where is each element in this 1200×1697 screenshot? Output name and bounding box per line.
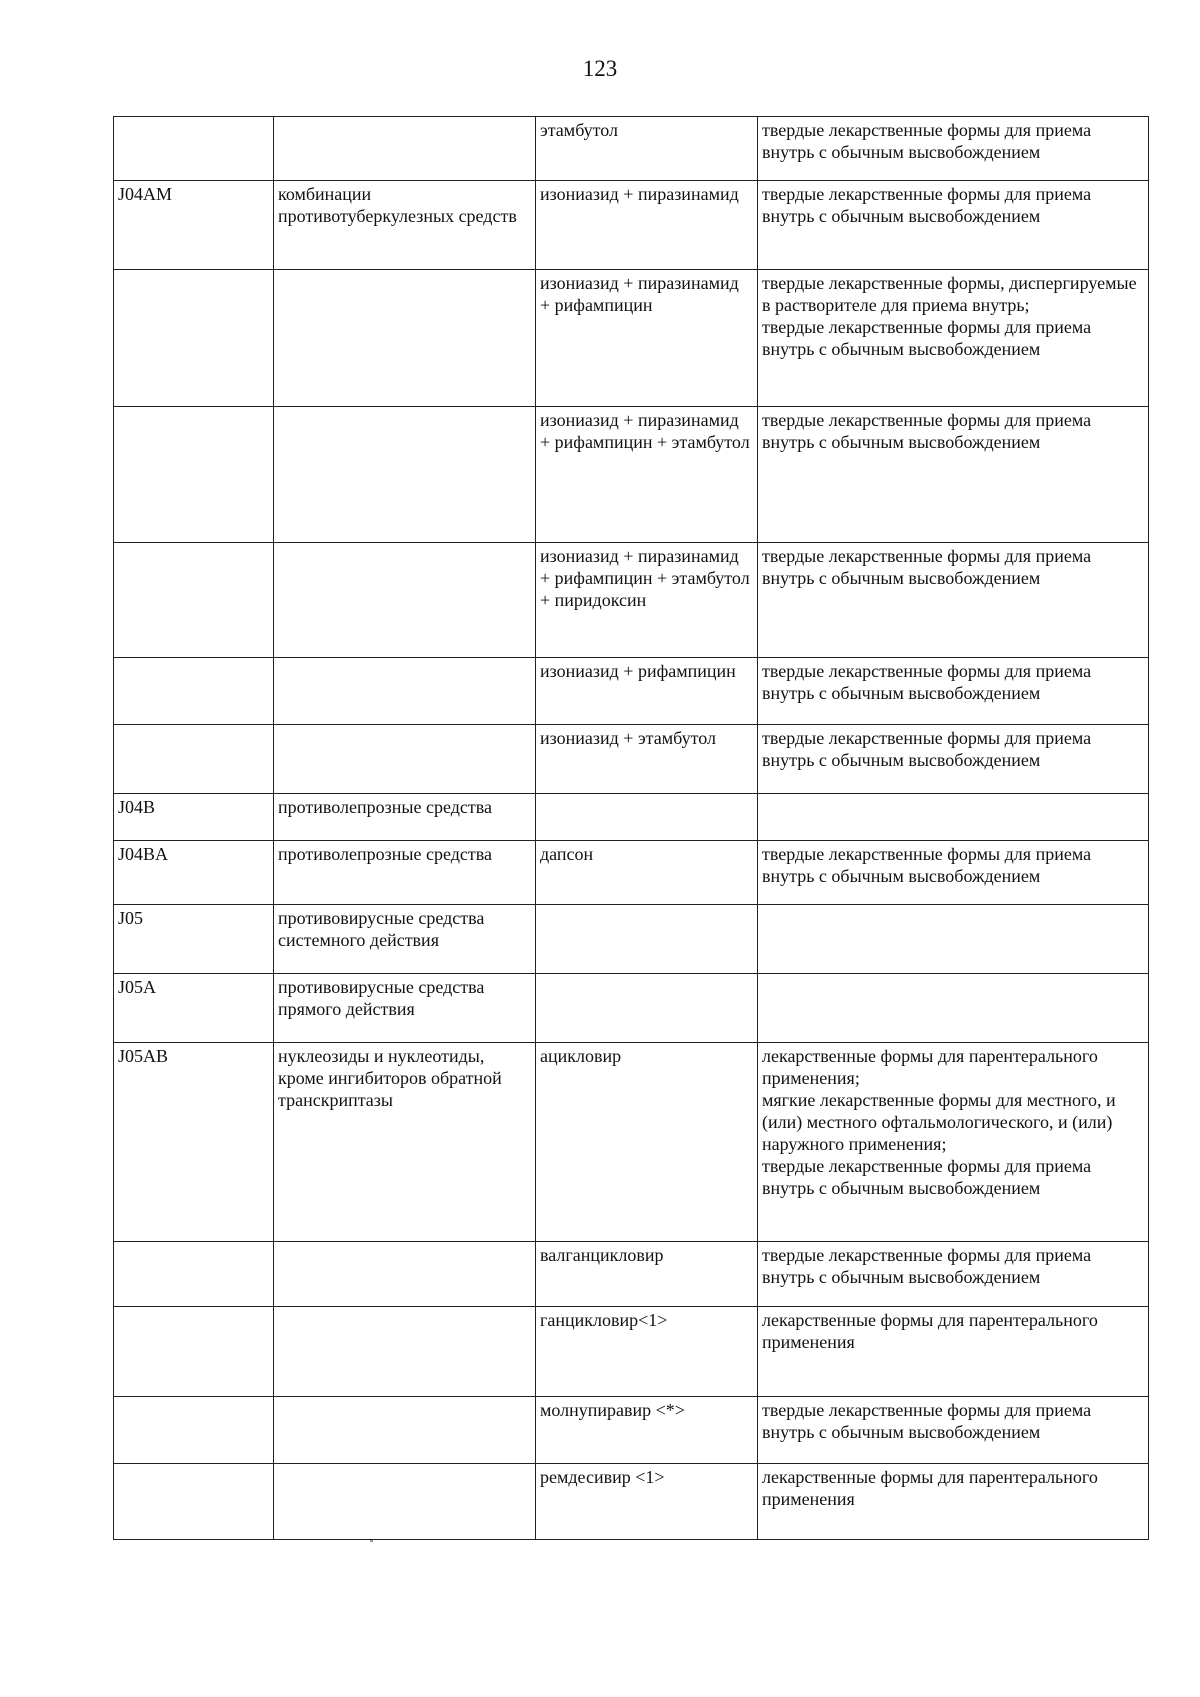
dosage-form-line: твердые лекарственные формы для приема внутрь с обычным высвобождением xyxy=(762,546,1092,588)
group-cell: нуклеозиды и нуклеотиды, кроме ингибиторов обратной транскриптазы xyxy=(274,1043,536,1242)
table-row xyxy=(114,543,1149,658)
dosage-form-line: твердые лекарственные формы для приема внутрь с обычным высвобождением xyxy=(762,317,1092,359)
atc-code-cell: J04B xyxy=(114,794,274,841)
dosage-form-cell xyxy=(758,1397,1149,1464)
group-cell xyxy=(274,1307,536,1397)
dosage-form-line: мягкие лекарственные формы для местного, и (или) местного офтальмологического, и (или) наружного применения; xyxy=(762,1090,1116,1154)
dosage-form-line: лекарственные формы для парентерального применения xyxy=(762,1310,1098,1352)
drug-cell: изониазид + пиразинамид + рифампицин + этамбутол + пиридоксин xyxy=(536,543,758,658)
drug-cell xyxy=(536,905,758,974)
dosage-form-line: твердые лекарственные формы для приема внутрь с обычным высвобождением xyxy=(762,410,1092,452)
group-cell xyxy=(274,1397,536,1464)
table-row xyxy=(114,841,1149,905)
drug-cell xyxy=(536,974,758,1043)
group-cell: противолепрозные средства xyxy=(274,841,536,905)
table-row xyxy=(114,181,1149,270)
dosage-form-cell xyxy=(758,270,1149,407)
dosage-form-line: лекарственные формы для парентерального применения xyxy=(762,1467,1098,1509)
drug-cell: изониазид + пиразинамид + рифампицин xyxy=(536,270,758,407)
table-row xyxy=(114,407,1149,543)
dosage-form-line: твердые лекарственные формы для приема внутрь с обычным высвобождением xyxy=(762,1245,1092,1287)
drug-table xyxy=(113,116,1149,1540)
table-row xyxy=(114,725,1149,794)
group-cell xyxy=(274,117,536,181)
drug-cell: этамбутол xyxy=(536,117,758,181)
group-cell xyxy=(274,1242,536,1307)
dosage-form-cell xyxy=(758,543,1149,658)
drug-cell: изониазид + пиразинамид + рифампицин + этамбутол xyxy=(536,407,758,543)
atc-code-cell xyxy=(114,1242,274,1307)
atc-code-cell xyxy=(114,270,274,407)
drug-cell: ремдесивир <1> xyxy=(536,1464,758,1540)
dosage-form-cell xyxy=(758,181,1149,270)
group-cell: противовирусные средства системного действия xyxy=(274,905,536,974)
group-cell xyxy=(274,725,536,794)
atc-code-cell: J04BA xyxy=(114,841,274,905)
table-row xyxy=(114,1307,1149,1397)
atc-code-cell xyxy=(114,1397,274,1464)
dosage-form-cell xyxy=(758,1043,1149,1242)
group-cell: комбинации противотуберкулезных средств xyxy=(274,181,536,270)
dosage-form-line: лекарственные формы для парентерального применения; xyxy=(762,1046,1098,1088)
group-cell xyxy=(274,543,536,658)
table-row xyxy=(114,117,1149,181)
dosage-form-cell xyxy=(758,1307,1149,1397)
dosage-form-cell xyxy=(758,725,1149,794)
dosage-form-line: твердые лекарственные формы для приема внутрь с обычным высвобождением xyxy=(762,728,1092,770)
table-row xyxy=(114,1397,1149,1464)
scan-speck xyxy=(370,1540,373,1542)
atc-code-cell: J05 xyxy=(114,905,274,974)
dosage-form-cell xyxy=(758,1464,1149,1540)
atc-code-cell xyxy=(114,658,274,725)
group-cell xyxy=(274,407,536,543)
atc-code-cell: J05AB xyxy=(114,1043,274,1242)
drug-cell: изониазид + рифампицин xyxy=(536,658,758,725)
table-row xyxy=(114,1242,1149,1307)
atc-code-cell xyxy=(114,725,274,794)
table-row xyxy=(114,905,1149,974)
dosage-form-cell xyxy=(758,841,1149,905)
atc-code-cell xyxy=(114,1307,274,1397)
atc-code-cell xyxy=(114,1464,274,1540)
group-cell xyxy=(274,1464,536,1540)
dosage-form-cell xyxy=(758,905,1149,974)
drug-cell: валганцикловир xyxy=(536,1242,758,1307)
page-number: 123 xyxy=(582,56,618,81)
dosage-form-line: твердые лекарственные формы для приема внутрь с обычным высвобождением xyxy=(762,661,1092,703)
group-cell: противолепрозные средства xyxy=(274,794,536,841)
dosage-form-line: твердые лекарственные формы для приема внутрь с обычным высвобождением xyxy=(762,1400,1092,1442)
drug-cell: изониазид + пиразинамид xyxy=(536,181,758,270)
drug-cell: дапсон xyxy=(536,841,758,905)
atc-code-cell: J05A xyxy=(114,974,274,1043)
dosage-form-line: твердые лекарственные формы для приема внутрь с обычным высвобождением xyxy=(762,120,1092,162)
dosage-form-cell xyxy=(758,658,1149,725)
drug-cell: молнупиравир <*> xyxy=(536,1397,758,1464)
drug-cell: изониазид + этамбутол xyxy=(536,725,758,794)
atc-code-cell xyxy=(114,117,274,181)
atc-code-cell: J04AM xyxy=(114,181,274,270)
table-row xyxy=(114,1464,1149,1540)
dosage-form-line: твердые лекарственные формы для приема внутрь с обычным высвобождением xyxy=(762,1156,1092,1198)
dosage-form-cell xyxy=(758,794,1149,841)
drug-cell xyxy=(536,794,758,841)
table-row xyxy=(114,794,1149,841)
table-row xyxy=(114,1043,1149,1242)
atc-code-cell xyxy=(114,407,274,543)
table-row xyxy=(114,658,1149,725)
dosage-form-cell xyxy=(758,117,1149,181)
table-row xyxy=(114,270,1149,407)
dosage-form-cell xyxy=(758,1242,1149,1307)
drug-cell: ацикловир xyxy=(536,1043,758,1242)
group-cell xyxy=(274,658,536,725)
group-cell xyxy=(274,270,536,407)
dosage-form-line: твердые лекарственные формы для приема внутрь с обычным высвобождением xyxy=(762,184,1092,226)
group-cell: противовирусные средства прямого действия xyxy=(274,974,536,1043)
dosage-form-line: твердые лекарственные формы для приема внутрь с обычным высвобождением xyxy=(762,844,1092,886)
table-row xyxy=(114,974,1149,1043)
dosage-form-line: твердые лекарственные формы, диспергируемые в растворителе для приема внутрь; xyxy=(762,273,1137,315)
atc-code-cell xyxy=(114,543,274,658)
drug-cell: ганцикловир<1> xyxy=(536,1307,758,1397)
dosage-form-cell xyxy=(758,407,1149,543)
dosage-form-cell xyxy=(758,974,1149,1043)
